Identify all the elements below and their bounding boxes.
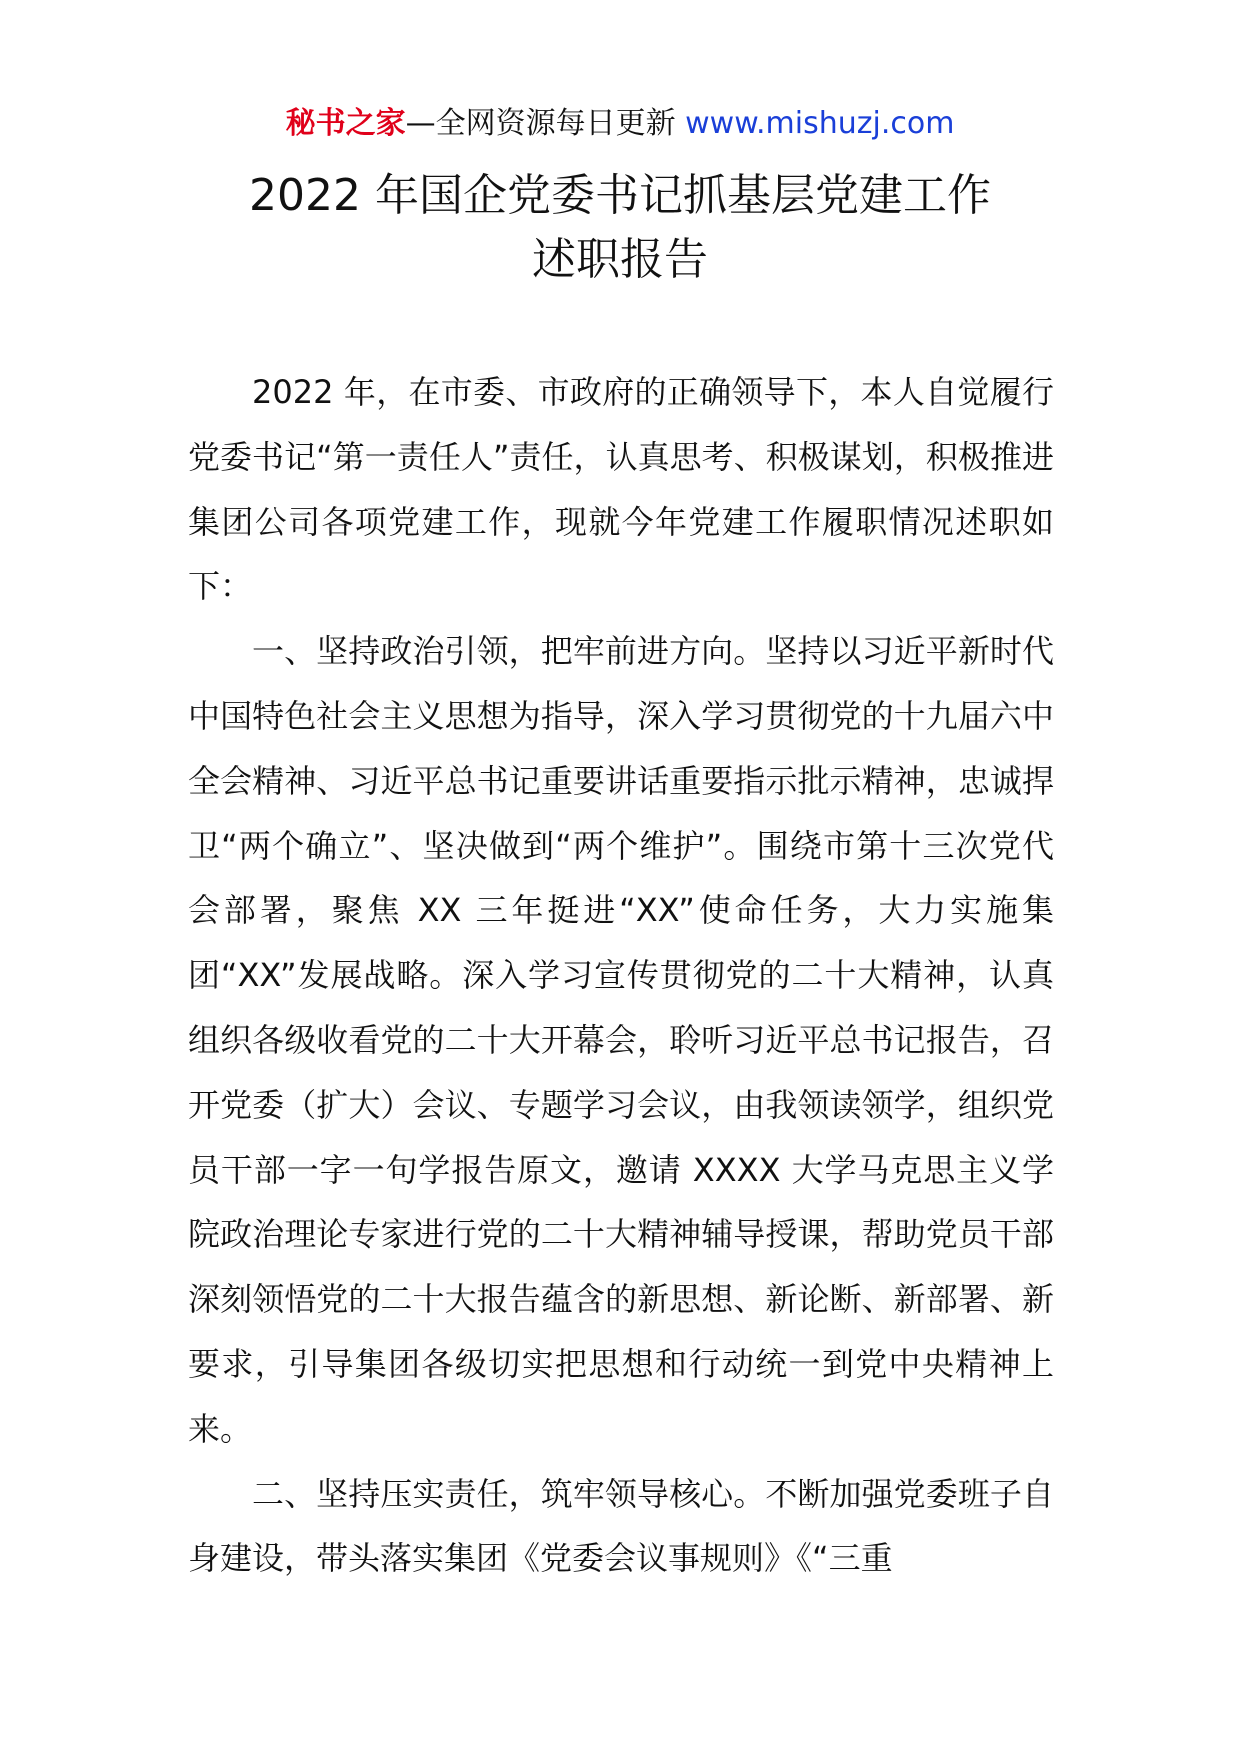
site-link[interactable]: www.mishuzj.com: [685, 106, 955, 141]
title-line-2: 述职报告: [532, 234, 708, 285]
paragraph-section-2: 二、坚持压实责任，筑牢领导核心。不断加强党委班子自身建设，带头落实集团《党委会议事规则》《“三重: [188, 1474, 1054, 1578]
brand-name: 秘书之家: [285, 106, 406, 141]
paragraph-section-1: 一、坚持政治引领，把牢前进方向。坚持以习近平新时代中国特色社会主义思想为指导，深入学习贯彻党的十九届六中全会精神、习近平总书记重要讲话重要指示批示精神，忠诚捍卫“两个确立”、坚决做到“两个维护”。围绕市第十三次党代会部署，聚焦 XX 三年挺进“XX”使命任务，大力实施集团“XX”发展战略。深入学习宣传贯彻党的二十大精神，认真组织各级收看党的二十大开幕会，聆听习近平总书记报告，召开党委（扩大）会议、专题学习会议，由我领读领学，组织党员干部一字一句学报告原文，邀请 XXXX 大学马克思主义学院政治理论专家进行党的二十大精神辅导授课，帮助党员干部深刻领悟党的二十大报告蕴含的新思想、新论断、新部署、新要求，引导集团各级切实把思想和行动统一到党中央精神上来。: [188, 632, 1054, 1448]
document-title: [0, 164, 1240, 292]
title-line-1: 2022 年国企党委书记抓基层党建工作: [249, 170, 991, 221]
watermark-header: [0, 102, 1240, 146]
header-slogan: —全网资源每日更新: [405, 106, 686, 141]
document-body: [188, 360, 1054, 1591]
paragraph-intro: 2022 年，在市委、市政府的正确领导下，本人自觉履行党委书记“第一责任人”责任，认真思考、积极谋划，积极推进集团公司各项党建工作，现就今年党建工作履职情况述职如下：: [188, 373, 1054, 606]
